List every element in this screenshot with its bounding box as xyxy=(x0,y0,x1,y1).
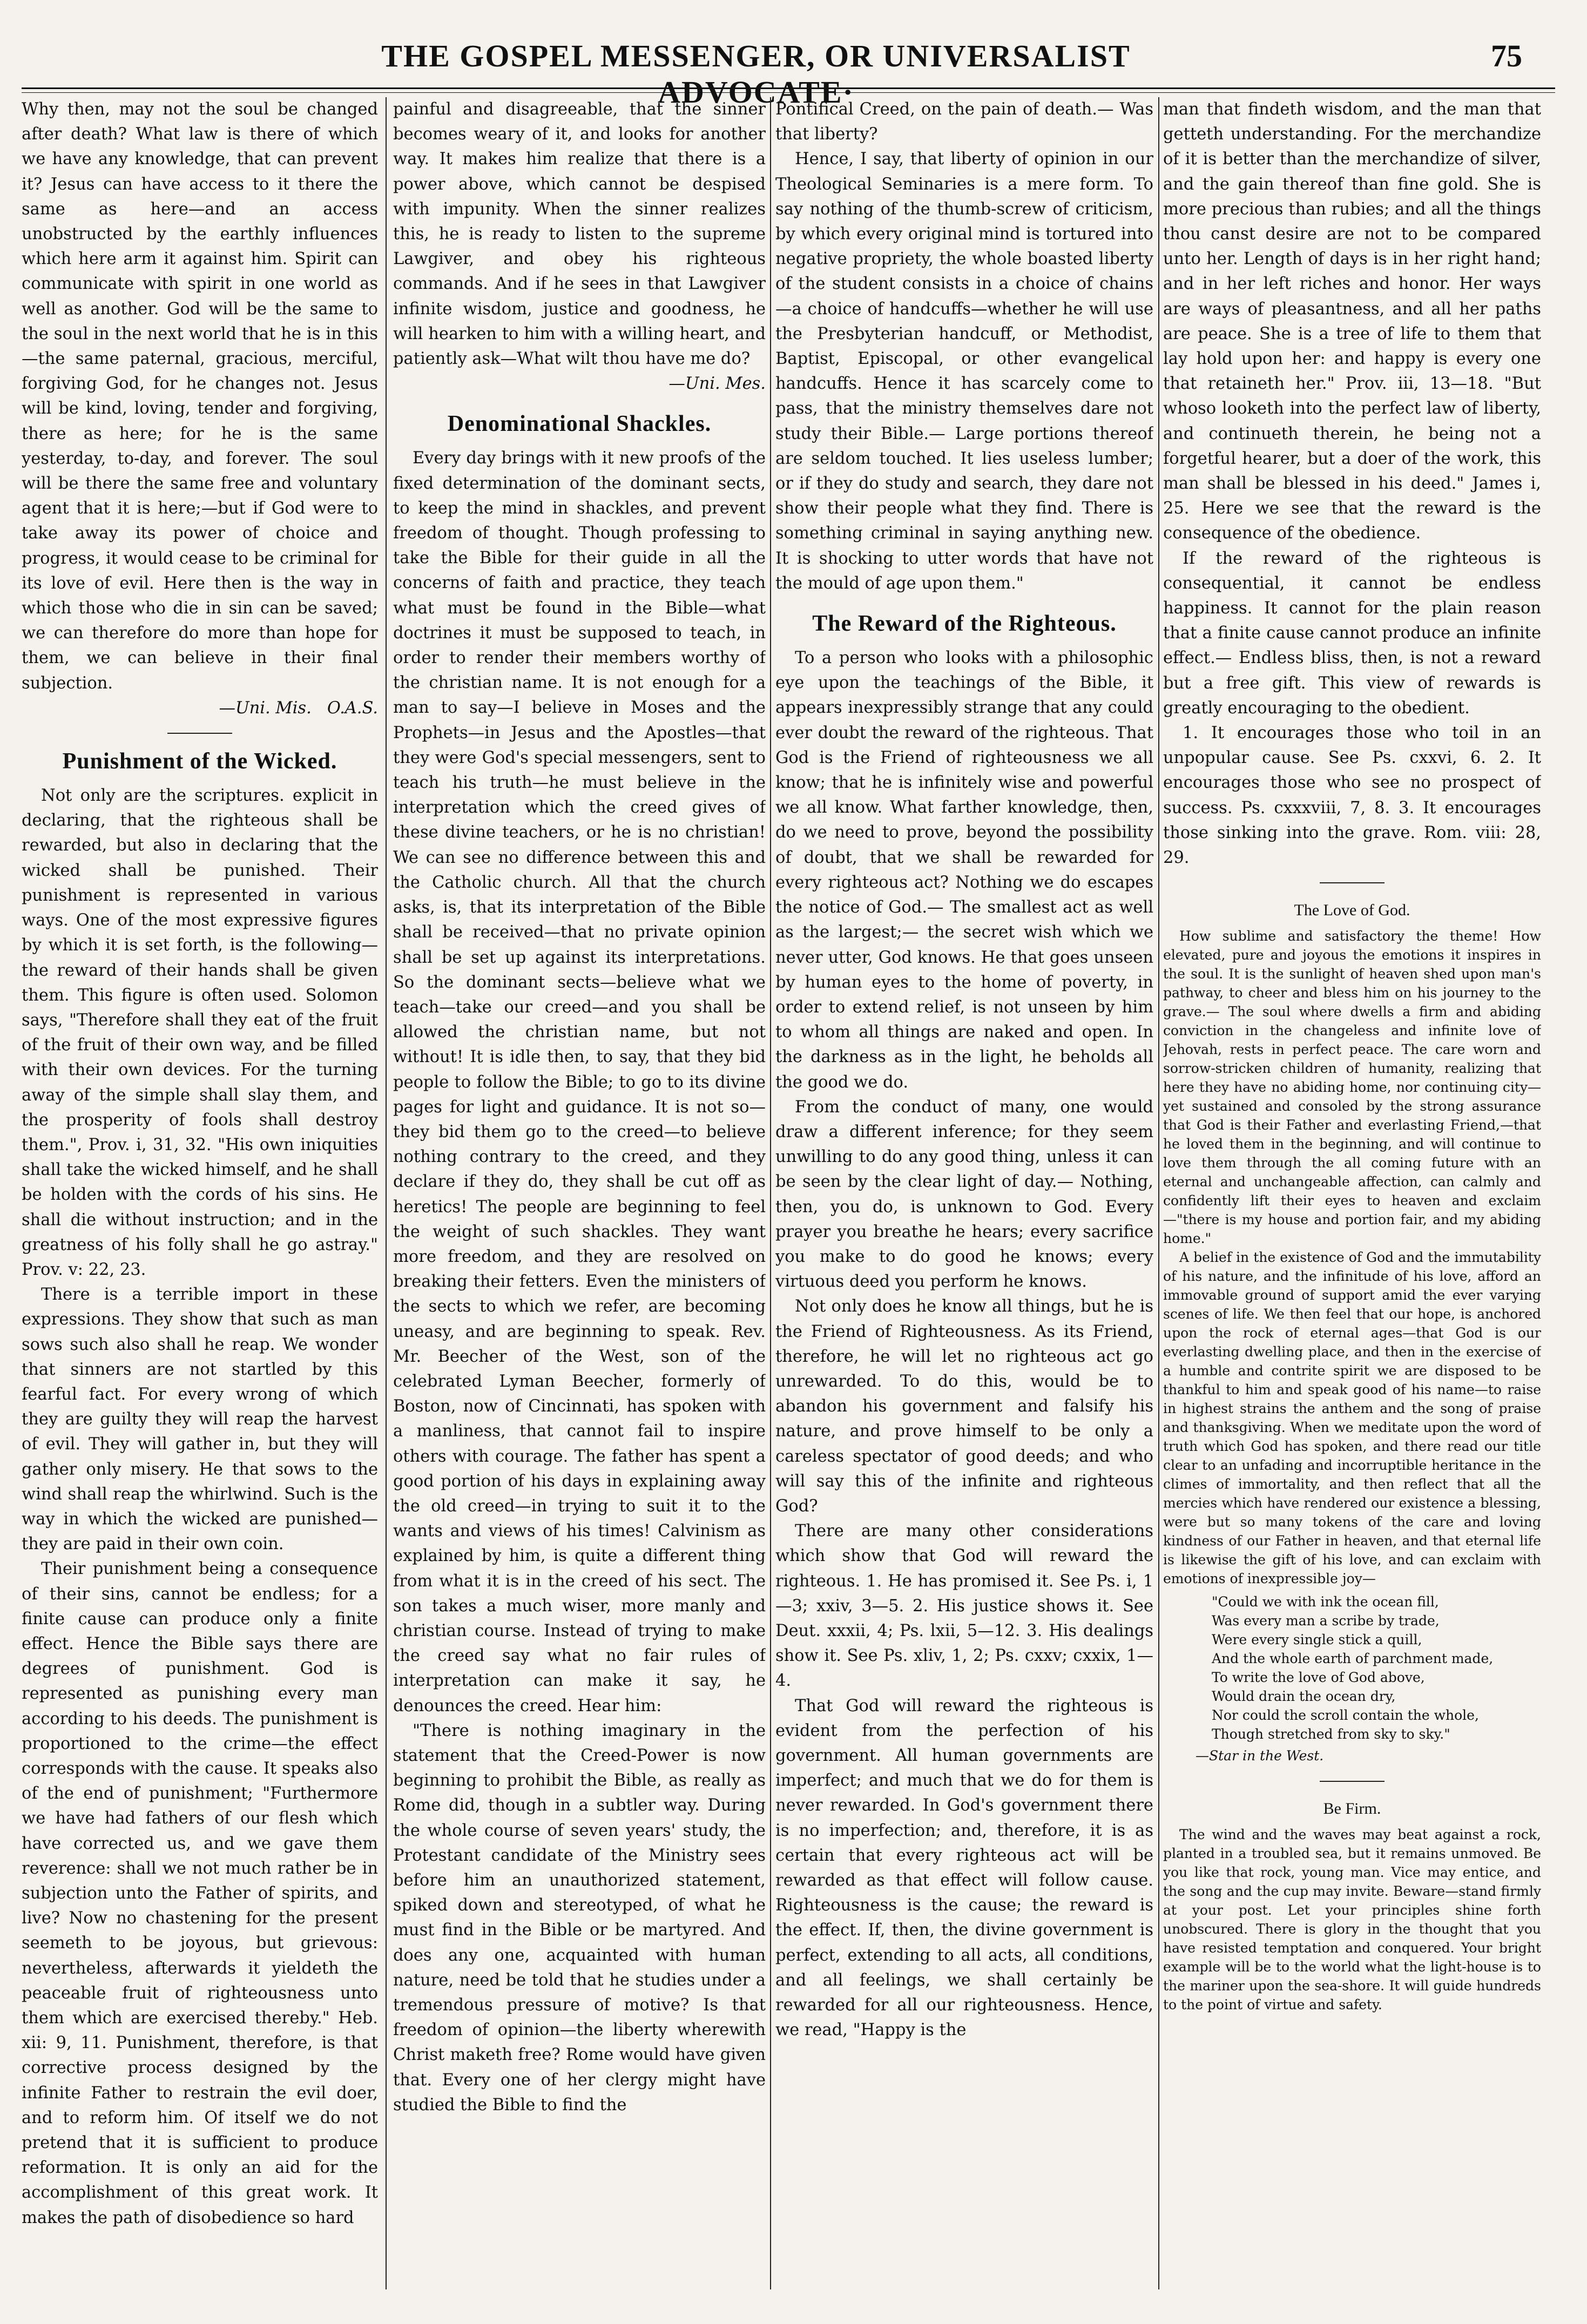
article-paragraph: Hence, I say, that liberty of opinion in our Theological Seminaries is a mere form. To say nothing of the thumb-screw of criticism, by which every original mind is tortured into negative propriety, the whole boasted liberty of the student consists in a choice of chains—a choice of handcuffs—whether he will use the Presbyterian handcuff, or Methodist, Baptist, Episcopal, or other evangelical handcuffs. Hence it has scarcely come to pass, that the ministry themselves dare not study their Bible.— Large portions thereof are seldom touched. It lies useless lumber; or if they do study and search, they dare not show their people what they find. There is something criminal in saying anything new. It is shocking to utter words that have not the mould of age upon them." xyxy=(775,150,1153,593)
column-4 xyxy=(1163,97,1541,2284)
poem xyxy=(1212,1592,1541,1744)
article-signature: —Uni. Mes. xyxy=(668,374,766,394)
small-print-article xyxy=(1163,1825,1541,2014)
article-heading: Denominational Shackles. xyxy=(447,411,712,437)
article-heading: Punishment of the Wicked. xyxy=(62,749,337,774)
article-paragraph: If the reward of the righteous is consequential, it cannot be endless happiness. It cannot for the plain reason that a finite cause cannot produce an infinite effect.— Endless bliss, then, is not a reward but a free gift. This view of rewards is greatly encouraging to the obedient. xyxy=(1163,549,1541,718)
article-paragraph: Not only are the scriptures. explicit in declaring, that the righteous shall be rewarded, but also in declaring that the wicked shall be punished. Their punishment is represented in various ways. One of the most expressive figures by which it is set forth, is the following—the reward of their hands shall be given them. This figure is often used. Solomon says, "Therefore shall they eat of the fruit of the fruit of their own way, and be filled with their own devices. For the turning away of the simple shall slay them, and the prosperity of fools shall destroy them.", Prov. i, 31, 32. "His own iniquities shall take the wicked himself, and he shall be holden with the cords of his sins. He shall die without instruction; and in the greatness of his folly shall he go astray." Prov. v: 22, 23. xyxy=(22,786,378,1279)
column-3 xyxy=(775,97,1153,2284)
article-paragraph: man that findeth wisdom, and the man that getteth understanding. For the merchandize of it is better than the merchandize of silver, and the gain thereof than fine gold. She is more precious than rubies; and all the things thou canst desire are not to be compared unto her. Length of days is in her right hand; and in her left riches and honor. Her ways are ways of pleasantness, and all her paths are peace. She is a tree of life to them that lay hold upon her: and happy is every one that retaineth her." Prov. iii, 13—18. "But whoso looketh into the perfect law of liberty, and continueth therein, he being not a forgetful hearer, but a doer of the work, this man shall be blessed in his deed." James i, 25. Here we see that the reward is the consequence of the obedience. xyxy=(1163,100,1541,543)
article-paragraph: Not only does he know all things, but he is the Friend of Righteousness. As its Friend, therefore, he will let no righteous act go unrewarded. To do this, would be to abandon his government and falsify his nature, and prove himself to be only a careless spectator of good deeds; and who will say this of the infinite and righteous God? xyxy=(775,1297,1153,1516)
article-paragraph: 1. It encourages those who toil in an unpopular cause. See Ps. cxxvi, 6. 2. It encourages those who see no prospect of success. Ps. cxxxviii, 7, 8. 3. It encourages those sinking into the grave. Rom. viii: 28, 29. xyxy=(1163,724,1541,868)
article-paragraph: From the conduct of many, one would draw a different inference; for they seem unwilling to do any good thing, unless it can be seen by the clear light of day.— Nothing, then, you do, is unknown to God. Every prayer you breathe he hears; every sacrifice you make to do good he knows; every virtuous deed you perform he knows. xyxy=(775,1097,1153,1292)
article-heading: Be Firm. xyxy=(1323,1799,1381,1818)
article-paragraph: Every day brings with it new proofs of the fixed determination of the dominant sects, to keep the mind in shackles, and prevent freedom of thought. Though professing to take the Bible for their guide in all the concerns of faith and practice, they teach what must be found in the Bible—what doctrines it must be supposed to teach, in order to render their members worthy of the christian name. It is not enough for a man to say—I believe in Moses and the Prophets—in Jesus and the Apostles—that they were God's special messengers, sent to teach his truth—he must believe in the interpretation which the creed gives of these divine teachers, or he is no christian! We can see no difference between this and the Catholic church. All that the church asks, is, that its interpretation of the Bible shall be received—that no private opinion shall be set up against its interpretations. So the dominant sects—believe what we teach—take our creed—and you shall be allowed the christian name, but not without! It is idle then, to say, that they bid people to follow the Bible; to go to its divine pages for light and guidance. It is not so—they bid them go to the creed—to believe nothing contrary to the creed, and they declare if they do, they shall be cut off as heretics! The people are beginning to feel the weight of such shackles. They want more freedom, and they are resolved on breaking their fetters. Even the ministers of the sects to which we refer, are becoming uneasy, and are beginning to speak. Rev. Mr. Beecher of the West, son of the celebrated Lyman Beecher, formerly of Boston, now of Cincinnati, has spoken with a manliness, that cannot fail to inspire others with courage. The father has spent a good portion of his days in explaining away the old creed—in trying to suit it to the wants and views of his times! Calvinism as explained by him, is quite a different thing from what it is in the creed of his sect. The son takes a much wiser, more manly and christian course. Instead of trying to make the creed say what no fair rules of interpretation can make it say, he denounces the creed. Hear him: xyxy=(393,449,766,1715)
small-print-article xyxy=(1163,927,1541,1588)
poem-line: Nor could the scroll contain the whole, xyxy=(1212,1707,1479,1724)
poem-line: And the whole earth of parchment made, xyxy=(1212,1651,1494,1667)
section-rule xyxy=(1320,882,1385,883)
column-1 xyxy=(22,97,378,2284)
section-rule xyxy=(167,733,232,734)
article-paragraph: Why then, may not the soul be changed after death? What law is there of which we have any knowledge, that can prevent it? Jesus can have access to it there the same as here—and an access unobstructed by the earthly influences which here arm it against him. Spirit can communicate with spirit in one world as well as another. God will be the same to the soul in the next world that he is in this—the same paternal, gracious, merciful, forgiving God, for he changes not. Jesus will be kind, loving, tender and forgiving, there as here; for he is the same yesterday, to-day, and forever. The soul will be there the same free and voluntary agent that it is here;—but if God were to take away its power of choice and progress, it would cease to be criminal for its love of evil. Here then is the way in which those who die in sin can be saved; we can therefore do more than hope for them, we can believe in their final subjection. xyxy=(22,100,378,693)
section-rule xyxy=(1320,1781,1385,1782)
article-paragraph: How sublime and satisfactory the theme! How elevated, pure and joyous the emotions it inspires in the soul. It is the sunlight of heaven shed upon man's pathway, to cheer and bless him on his journey to the grave.— The soul where dwells a firm and abiding conviction in the changeless and infinite love of Jehovah, rests in perfect peace. The care worn and sorrow-stricken children of humanity, realizing that here they have no abiding home, nor continuing city—yet sustained and consoled by the strong assurance that God is their Father and everlasting Friend,—that he loved them in the beginning, and will continue to love them through the all coming future with an eternal and unchangeable affection, can calmly and confidently lift their eyes to heaven and exclaim—"there is my house and portion fair, and my abiding home." xyxy=(1163,928,1541,1247)
masthead-rule xyxy=(22,87,1555,93)
page-number: 75 xyxy=(1491,38,1522,73)
masthead xyxy=(0,38,1587,110)
poem-line: "Could we with ink the ocean fill, xyxy=(1212,1594,1439,1610)
article-paragraph: There are many other considerations which show that God will reward the righteous. 1. He has promised it. See Ps. i, 1—3; xxiv, 3—5. 2. His justice shows it. See Deut. xxxii, 4; Ps. lxii, 5—12. 3. His dealings show it. See Ps. xliv, 1, 2; Ps. cxxv; cxxix, 1—4. xyxy=(775,1522,1153,1691)
column-divider xyxy=(770,97,771,2289)
article-paragraph: A belief in the existence of God and the immutability of his nature, and the infinitude of his love, afford an immovable ground of support amid the ever varying scenes of life. We then feel that our hope, is anchored upon the rock of eternal ages—that God is our everlasting dwelling place, and then in the exercise of a humble and contrite spirit we are disposed to be thankful to him and speak good of his name—to raise in highest strains the anthem and the song of praise and thanksgiving. When we meditate upon the word of truth which God has spoken, and there read our title clear to an unfading and incorruptible heritance in the climes of immortality, and then reflect that all the mercies which have rendered our existence a blessing, were but so many tokens of the care and loving kindness of our Father in heaven, and that eternal life is likewise the gift of his love, and can exclaim with emotions of inexpressible joy— xyxy=(1163,1249,1541,1587)
newspaper-title: THE GOSPEL MESSENGER, OR UNIVERSALIST ADVOCATE· xyxy=(381,38,1131,110)
article-paragraph: That God will reward the righteous is evident from the perfection of his government. All human governments are imperfect; and much that we do for them is never rewarded. In God's government there is no imperfection; and, therefore, it is as certain that every righteous act will be rewarded as that effect will follow cause. Righteousness is the cause; the reward is the effect. If, then, the divine government is perfect, extending to all acts, all conditions, and all feelings, we shall certainly be rewarded for all our righteousness. Hence, we read, "Happy is the xyxy=(775,1696,1153,2040)
article-paragraph: painful and disagreeable, that the sinner becomes weary of it, and looks for another way. It makes him realize that there is a power above, which cannot be despised with impunity. When the sinner realizes this, he is ready to listen to the supreme Lawgiver, and obey his righteous commands. And if he sees in that Lawgiver infinite wisdom, justice and goodness, he will hearken to him with a willing heart, and patiently ask—What wilt thou have me do? xyxy=(393,100,766,369)
poem-line: Were every single stick a quill, xyxy=(1212,1632,1422,1648)
poem-line: Though stretched from sky to sky." xyxy=(1212,1726,1450,1742)
column-divider xyxy=(386,97,387,2289)
article-paragraph: To a person who looks with a philosophic eye upon the teachings of the Bible, it appears inexpressibly strange that any could ever doubt the reward of the righteous. That God is the Friend of righteousness we all know; that he is infinitely wise and powerful we all know. What farther knowledge, then, do we need to prove, beyond the possibility of doubt, that we shall be rewarded for every righteous act? Nothing we do escapes the notice of God.— The smallest act as well as the largest;— the secret wish which we never utter, God knows. He that goes unseen by human eyes to the home of poverty, in order to extend relief, is not unseen by him to whom all things are naked and open. In the darkness as in the light, he beholds all the good we do. xyxy=(775,648,1153,1092)
poem-line: Was every man a scribe by trade, xyxy=(1212,1613,1440,1629)
article-paragraph: The wind and the waves may beat against a rock, planted in a troubled sea, but it remains unmoved. Be you like that rock, young man. Vice may entice, and the song and the cup may invite. Beware—stand firmly at your post. Let your principles shine forth unobscured. There is glory in the thought that you have resisted temptation and conquered. Your bright example will be to the world what the light-house is to the mariner upon the sea-shore. It will guide hundreds to the point of virtue and safety. xyxy=(1163,1826,1541,2012)
poem-line: Would drain the ocean dry, xyxy=(1212,1688,1396,1705)
article-signature: —Uni. Mis. O.A.S. xyxy=(219,698,378,718)
article-paragraph: There is a terrible import in these expressions. They show that such as man sows such also shall he reap. We wonder that sinners are not startled by this fearful fact. For every wrong of which they are guilty they will reap the harvest of evil. They will gather in, but they will gather only misery. He that sows to the wind shall reap the whirlwind. Such is the way in which the wicked are punished—they are paid in their own coin. xyxy=(22,1285,378,1554)
article-paragraph: Pontifical Creed, on the pain of death.— Was that liberty? xyxy=(775,100,1153,144)
article-paragraph: Their punishment being a consequence of their sins, cannot be endless; for a finite cause can produce only a finite effect. Hence the Bible says there are degrees of punishment. God is represented as punishing every man according to his deeds. The punishment is proportioned to the crime—the effect corresponds with the cause. It speaks also of the end of punishment; "Furthermore we have had fathers of our flesh which have corrected us, and we gave them reverence: shall we not much rather be in subjection unto the Father of spirits, and live? Now no chastening for the present seemeth to be joyous, but grievous: nevertheless, afterwards it yieldeth the peaceable fruit of righteousness unto them which are exercised thereby." Heb. xii: 9, 11. Punishment, therefore, is that corrective process designed by the infinite Father to restrain the evil doer, and to reform him. Of itself we do not pretend that it is sufficient to produce reformation. It is only an aid for the accomplishment of this great work. It makes the path of disobedience so hard xyxy=(22,1559,378,2227)
column-2 xyxy=(393,97,766,2284)
author-initials: O.A.S. xyxy=(327,698,378,718)
article-heading: The Reward of the Righteous. xyxy=(812,611,1117,637)
article-heading: The Love of God. xyxy=(1294,901,1410,920)
poem-line: To write the love of God above, xyxy=(1212,1670,1425,1686)
poem-signature: —Star in the West. xyxy=(1196,1748,1324,1764)
article-paragraph: "There is nothing imaginary in the statement that the Creed-Power is now beginning to prohibit the Bible, as really as Rome did, though in a subtler way. During the whole course of seven years' study, the Protestant candidate of the Ministry sees before him an unauthorized statement, spiked down and stereotyped, of what he must find in the Bible or be martyred. And does any one, acquainted with human nature, need be told that he studies under a tremendous pressure of motive? Is that freedom of opinion—the liberty wherewith Christ maketh free? Rome would have given that. Every one of her clergy might have studied the Bible to find the xyxy=(393,1721,766,2114)
column-divider xyxy=(1158,97,1159,2289)
